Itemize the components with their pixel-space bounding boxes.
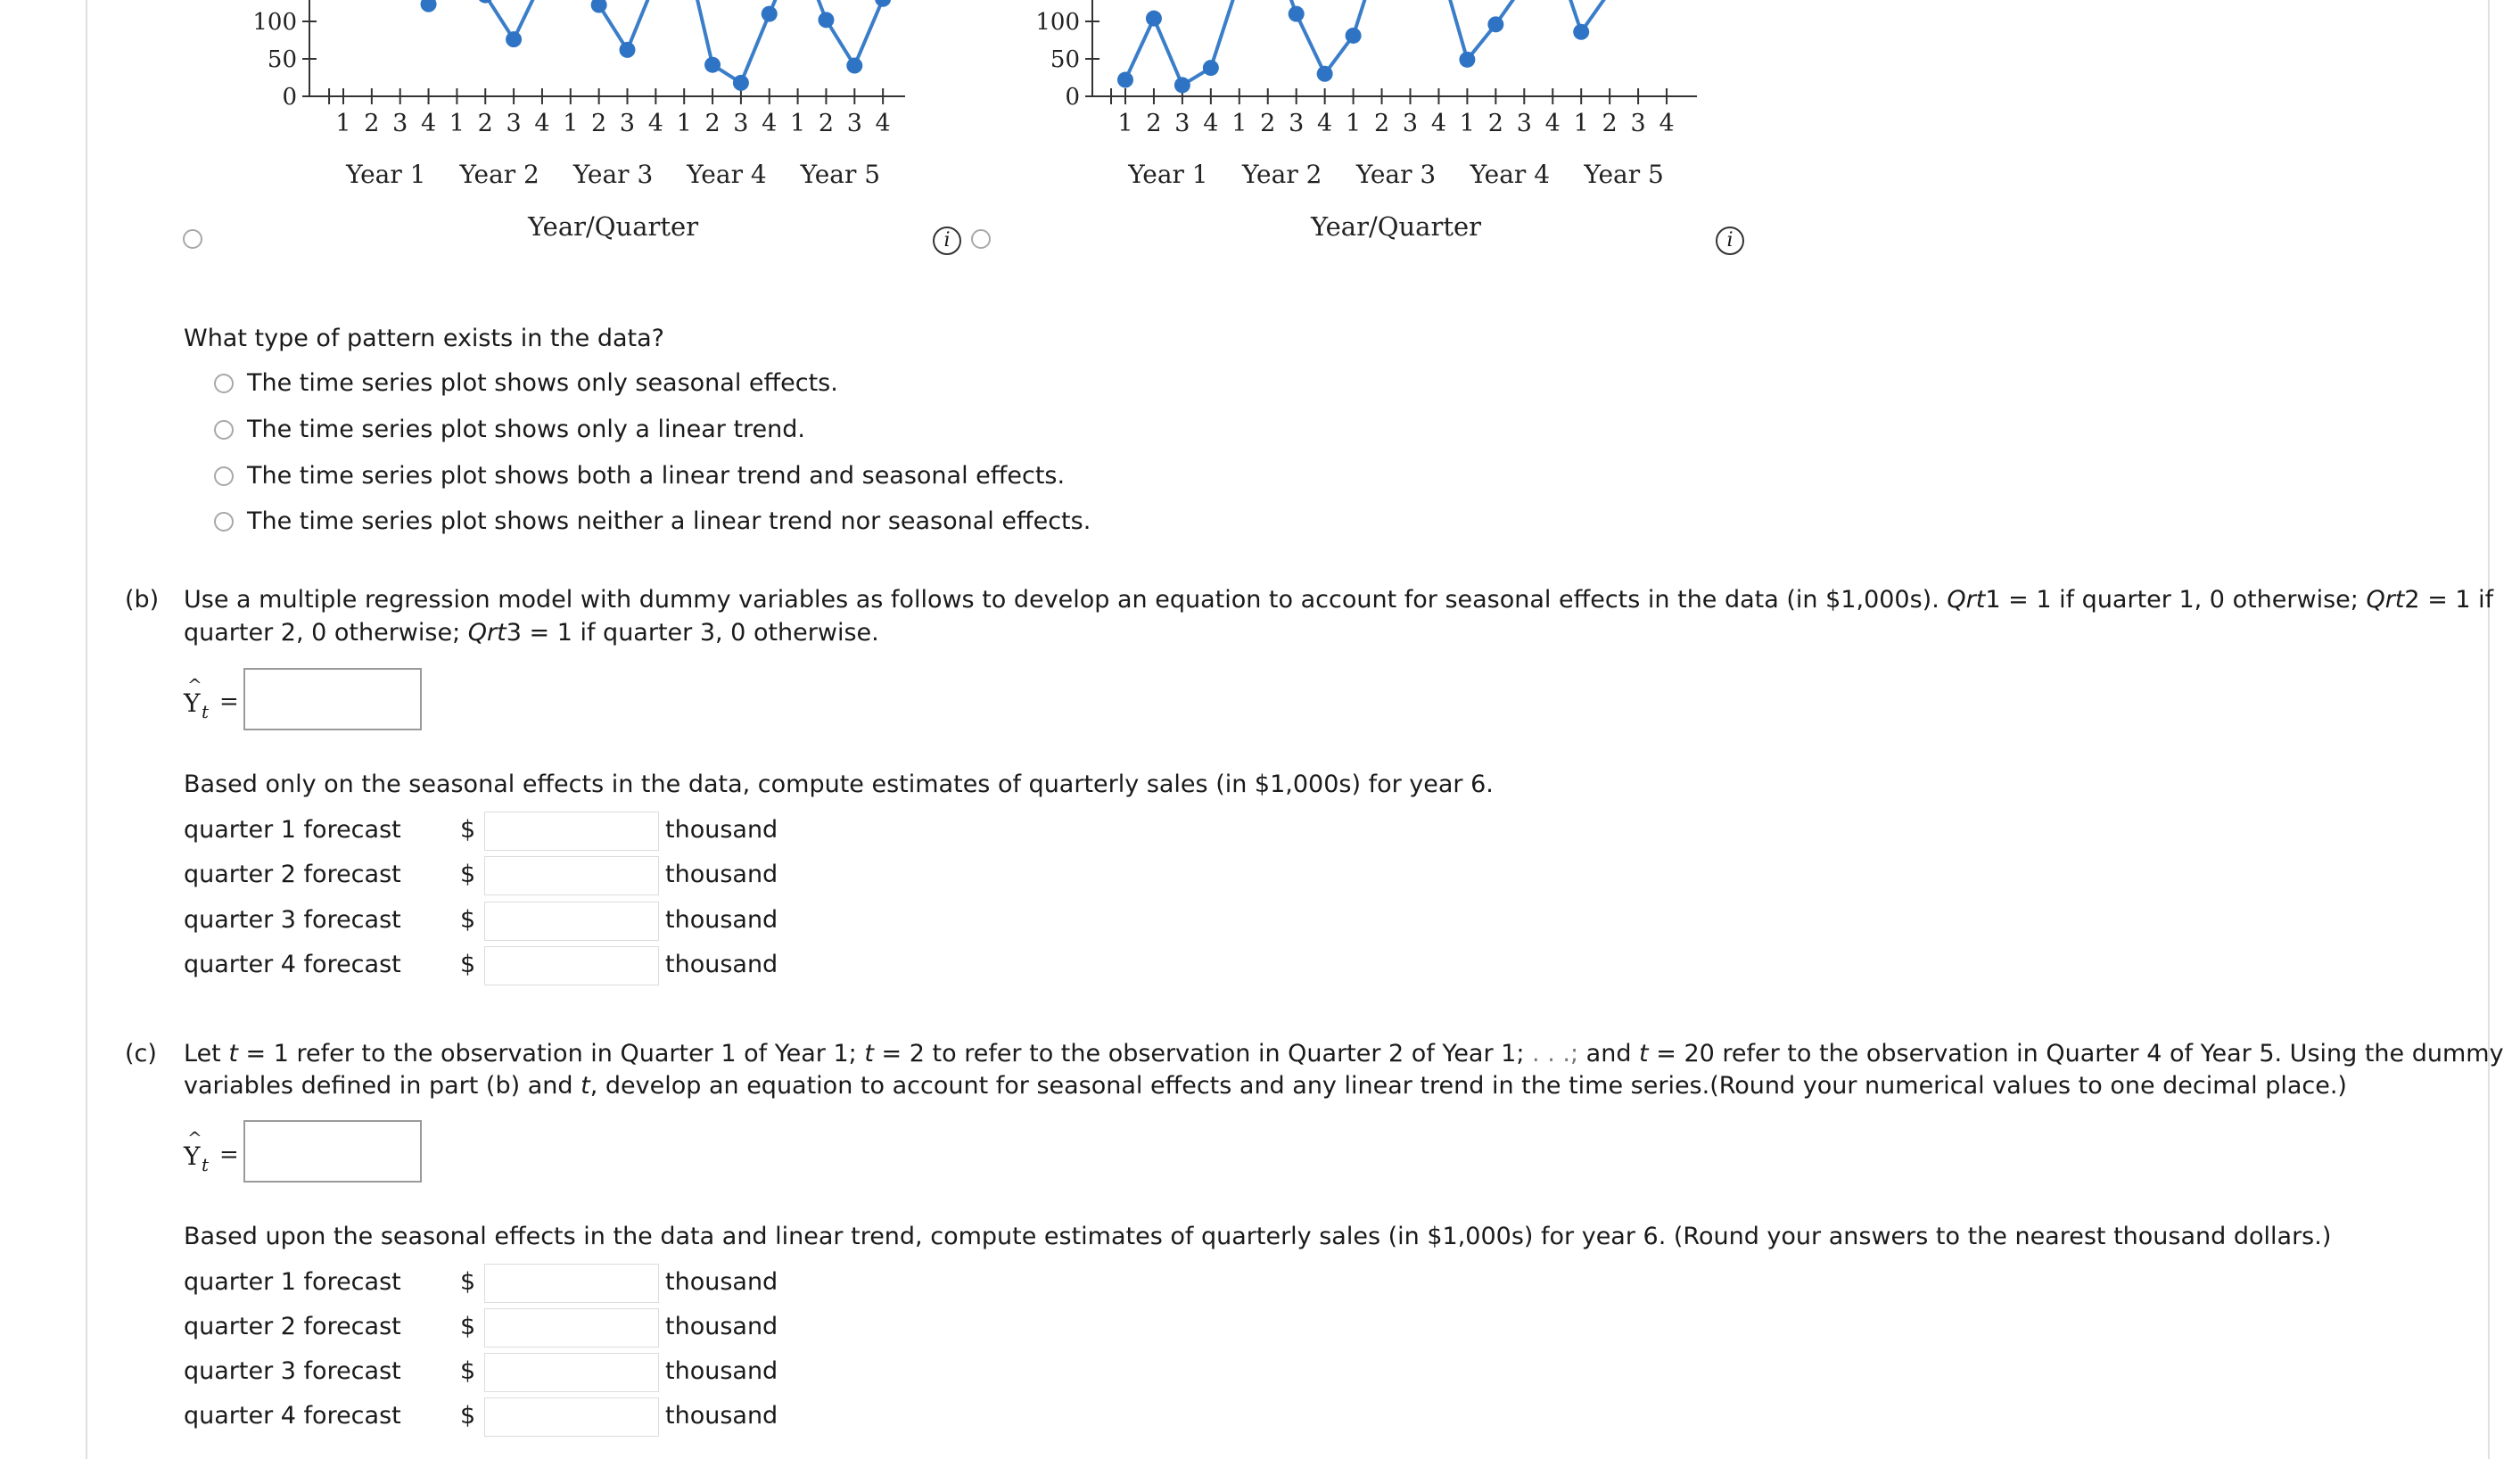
year-label: Year 2 xyxy=(459,160,539,189)
data-point xyxy=(421,0,437,12)
data-point xyxy=(1573,24,1589,40)
quarter-tick-label: 3 xyxy=(1630,110,1646,137)
forecast-c-q1-label: quarter 1 forecast xyxy=(184,1268,401,1296)
data-point xyxy=(1203,60,1219,76)
quarter-tick-label: 1 xyxy=(1459,110,1475,137)
dollar-sign: $ xyxy=(460,1357,476,1385)
quarter-tick-label: 2 xyxy=(1487,110,1503,137)
quarter-tick-label: 1 xyxy=(676,110,692,137)
year-label: Year 1 xyxy=(1128,160,1208,189)
data-point xyxy=(846,58,862,74)
info-icon[interactable]: i xyxy=(1716,227,1744,255)
year-label: Year 1 xyxy=(346,160,426,189)
quarter-tick-label: 4 xyxy=(534,110,550,137)
yhat-symbol-b: Y ^ t = xyxy=(184,674,239,722)
dollar-sign: $ xyxy=(460,861,476,888)
quarter-tick-label: 3 xyxy=(733,110,749,137)
quarter-tick-label: 3 xyxy=(1402,110,1419,137)
dollar-sign: $ xyxy=(460,1268,476,1296)
part-c-text-line2: variables defined in part (b) and t, develop an equation to account for seasonal effects and any linear trend in the time series.(Round your numerical values to one decimal place.) xyxy=(184,1072,2347,1100)
quarter-tick-label: 3 xyxy=(1174,110,1190,137)
forecast-b-q3-input[interactable] xyxy=(484,902,659,941)
info-icon[interactable]: i xyxy=(933,227,961,255)
pattern-option-3-label[interactable]: The time series plot shows both a linear trend and seasonal effects. xyxy=(247,462,1066,490)
quarter-tick-label: 1 xyxy=(790,110,806,137)
forecast-c-q2-input[interactable] xyxy=(484,1308,659,1348)
year-label: Year 4 xyxy=(1470,160,1551,189)
graph-option-3-radio[interactable] xyxy=(183,229,202,249)
quarter-tick-label: 2 xyxy=(1260,110,1276,137)
quarter-tick-label: 4 xyxy=(420,110,437,137)
data-point xyxy=(1146,11,1162,27)
data-point xyxy=(1459,52,1475,68)
year-label: Year 3 xyxy=(572,160,654,189)
thousand-unit: thousand xyxy=(665,1268,778,1296)
quarter-tick-label: 3 xyxy=(1516,110,1532,137)
quarter-tick-label: 1 xyxy=(1231,110,1248,137)
part-b-text-line1: Use a multiple regression model with dummy variables as follows to develop an equation to account for seasonal effects in the data (in $1,000s). Qrt1 = 1 if quarter 1, 0 otherwise; Qrt2 = 1 if xyxy=(184,586,2494,614)
pattern-option-2-radio[interactable] xyxy=(214,420,234,440)
data-point xyxy=(1117,72,1133,88)
quarter-tick-label: 4 xyxy=(1430,110,1447,137)
forecast-c-q4-label: quarter 4 forecast xyxy=(184,1402,401,1430)
thousand-unit: thousand xyxy=(665,861,778,888)
pattern-question: What type of pattern exists in the data? xyxy=(184,325,664,352)
forecast-b-q4-label: quarter 4 forecast xyxy=(184,951,401,978)
quarter-tick-label: 1 xyxy=(1117,110,1133,137)
forecast-b-q2-label: quarter 2 forecast xyxy=(184,861,401,888)
data-point xyxy=(704,57,721,73)
y-tick-label: 100 xyxy=(252,9,297,36)
forecast-b-q1-label: quarter 1 forecast xyxy=(184,816,401,844)
dollar-sign: $ xyxy=(460,1402,476,1430)
forecast-c-q1-input[interactable] xyxy=(484,1264,659,1303)
forecast-b-q1-input[interactable] xyxy=(484,812,659,851)
quarter-tick-label: 3 xyxy=(846,110,862,137)
year-label: Year 3 xyxy=(1355,160,1437,189)
y-tick-label: 100 xyxy=(1035,9,1080,36)
y-tick-label: 0 xyxy=(282,84,297,111)
quarter-tick-label: 2 xyxy=(1373,110,1390,137)
data-point xyxy=(762,6,778,22)
thousand-unit: thousand xyxy=(665,951,778,978)
data-point xyxy=(733,75,749,91)
quarter-tick-label: 4 xyxy=(1203,110,1219,137)
y-tick-label: 0 xyxy=(1065,84,1080,111)
quarter-tick-label: 2 xyxy=(591,110,607,137)
year-label: Year 4 xyxy=(687,160,767,189)
pattern-option-1-label[interactable]: The time series plot shows only seasonal effects. xyxy=(247,369,838,397)
data-point xyxy=(1346,28,1362,44)
part-c-forecast-prompt: Based upon the seasonal effects in the data and linear trend, compute estimates of quarterly sales (in $1,000s) for year 6. (Round your answers to the nearest thousand dollars.) xyxy=(184,1223,2332,1250)
thousand-unit: thousand xyxy=(665,1357,778,1385)
quarter-tick-label: 1 xyxy=(1346,110,1362,137)
x-axis-title: Year/Quarter xyxy=(1311,211,1482,242)
quarter-tick-label: 1 xyxy=(1573,110,1589,137)
quarter-tick-label: 3 xyxy=(619,110,636,137)
quarter-tick-label: 4 xyxy=(1544,110,1561,137)
forecast-c-q3-label: quarter 3 forecast xyxy=(184,1357,401,1385)
quarter-tick-label: 4 xyxy=(647,110,663,137)
quarter-tick-label: 4 xyxy=(1659,110,1675,137)
quarter-tick-label: 4 xyxy=(762,110,778,137)
quarter-tick-label: 2 xyxy=(1602,110,1618,137)
forecast-c-q2-label: quarter 2 forecast xyxy=(184,1313,401,1340)
data-point xyxy=(1317,66,1333,82)
quarter-tick-label: 1 xyxy=(335,110,351,137)
dollar-sign: $ xyxy=(460,906,476,934)
forecast-b-q2-input[interactable] xyxy=(484,856,659,895)
equation-answer-box-c[interactable] xyxy=(243,1120,422,1183)
pattern-option-2-label[interactable]: The time series plot shows only a linear trend. xyxy=(247,416,805,443)
part-b-text-line2: quarter 2, 0 otherwise; Qrt3 = 1 if quarter 3, 0 otherwise. xyxy=(184,619,879,647)
data-point xyxy=(506,31,522,47)
equation-answer-box-b[interactable] xyxy=(243,668,422,730)
data-point xyxy=(1289,6,1305,22)
y-tick-label: 50 xyxy=(267,46,297,73)
thousand-unit: thousand xyxy=(665,1402,778,1430)
forecast-c-q4-input[interactable] xyxy=(484,1397,659,1437)
part-c-text-line1: Let t = 1 refer to the observation in Quarter 1 of Year 1; t = 2 to refer to the observation in Quarter 2 of Year 1; . . .; and t = 20 refer to the observation in Quarter 4 of Year 5. Using the dummy xyxy=(184,1040,2504,1067)
forecast-c-q3-input[interactable] xyxy=(484,1353,659,1392)
data-point xyxy=(1487,16,1503,32)
quarter-tick-label: 4 xyxy=(875,110,891,137)
data-point xyxy=(875,0,891,7)
year-label: Year 5 xyxy=(800,160,881,189)
forecast-b-q4-input[interactable] xyxy=(484,946,659,985)
thousand-unit: thousand xyxy=(665,1313,778,1340)
y-tick-label: 50 xyxy=(1050,46,1080,73)
data-point xyxy=(1174,77,1190,93)
year-label: Year 2 xyxy=(1242,160,1322,189)
quarter-tick-label: 3 xyxy=(506,110,522,137)
charts-area xyxy=(0,0,2520,268)
pattern-option-3-radio[interactable] xyxy=(214,466,234,486)
forecast-b-q3-label: quarter 3 forecast xyxy=(184,906,401,934)
yhat-symbol-c: Y ^ t = xyxy=(184,1127,239,1175)
year-label: Year 5 xyxy=(1584,160,1664,189)
part-b-label: (b) xyxy=(125,586,160,614)
series-line xyxy=(429,0,884,83)
data-point xyxy=(620,42,636,58)
dollar-sign: $ xyxy=(460,1313,476,1340)
dollar-sign: $ xyxy=(460,951,476,978)
part-b-forecast-prompt: Based only on the seasonal effects in the data, compute estimates of quarterly sales (in $1,000s) for year 6. xyxy=(184,771,1494,798)
quarter-tick-label: 1 xyxy=(563,110,579,137)
pattern-option-4-label[interactable]: The time series plot shows neither a linear trend nor seasonal effects. xyxy=(247,507,1091,535)
pattern-option-1-radio[interactable] xyxy=(214,374,234,393)
pattern-option-4-radio[interactable] xyxy=(214,512,234,532)
quarter-tick-label: 3 xyxy=(1289,110,1305,137)
part-c-label: (c) xyxy=(125,1040,157,1067)
quarter-tick-label: 2 xyxy=(1146,110,1162,137)
dollar-sign: $ xyxy=(460,816,476,844)
x-axis-title: Year/Quarter xyxy=(528,211,699,242)
quarter-tick-label: 2 xyxy=(704,110,721,137)
quarter-tick-label: 2 xyxy=(818,110,835,137)
data-point xyxy=(818,12,834,28)
thousand-unit: thousand xyxy=(665,816,778,844)
quarter-tick-label: 2 xyxy=(477,110,493,137)
quarter-tick-label: 4 xyxy=(1317,110,1333,137)
graph-option-4-radio[interactable] xyxy=(971,229,991,249)
thousand-unit: thousand xyxy=(665,906,778,934)
quarter-tick-label: 2 xyxy=(364,110,380,137)
quarter-tick-label: 1 xyxy=(449,110,465,137)
quarter-tick-label: 3 xyxy=(392,110,408,137)
